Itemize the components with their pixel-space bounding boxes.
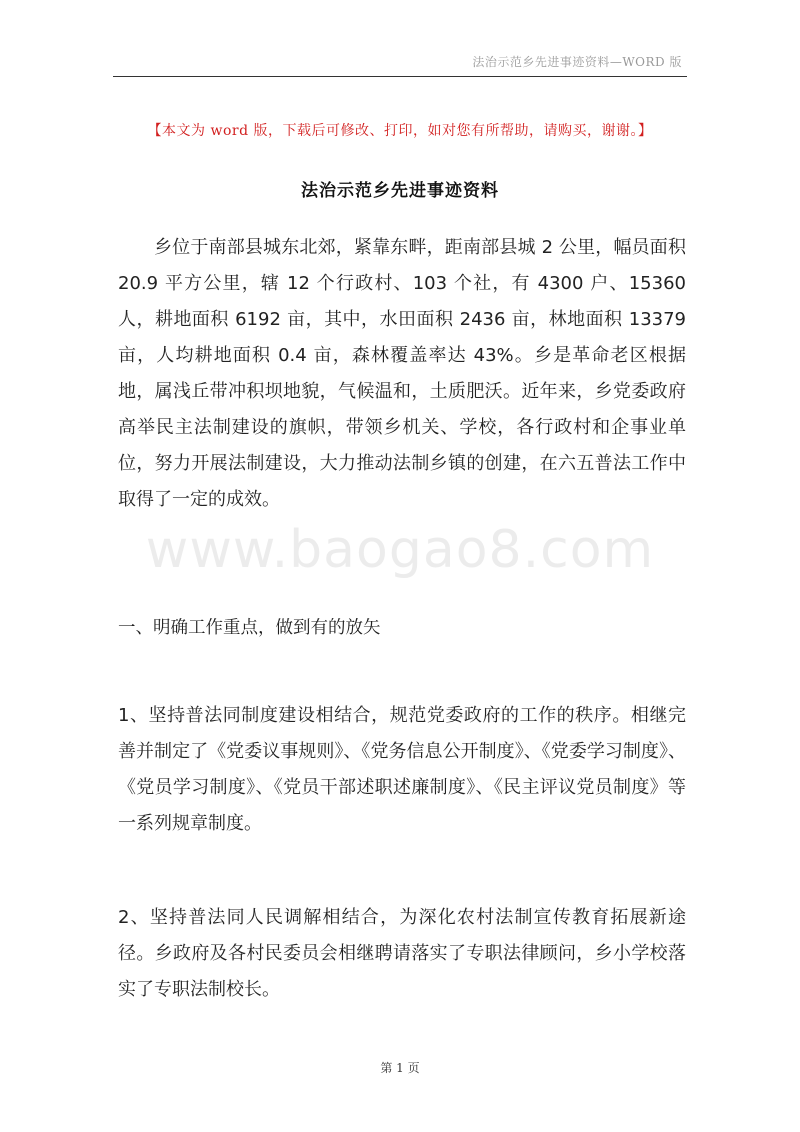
- list-item: 1、坚持普法同制度建设相结合，规范党委政府的工作的秩序。相继完善并制定了《党委议事规则》、《党务信息公开制度》、《党委学习制度》、《党员学习制度》、《党员干部述职述廉制度》、《民主评议党员制度》等一系列规章制度。: [118, 705, 686, 834]
- page-number: 第 1 页: [380, 1061, 420, 1075]
- section-heading: 一、明确工作重点，做到有的放矢: [118, 618, 381, 638]
- header-divider: [113, 76, 687, 77]
- intro-paragraph: 乡位于南部县城东北郊，紧靠东畔，距南部县城 2 公里，幅员面积 20.9 平方公里，辖 12 个行政村、103 个社，有 4300 户、15360 人，耕地面积 6192 亩，其中，水田面积 2436 亩，林地面积 13379 亩，人均耕地面积 0.4 亩，森林覆盖率达 43%。乡是革命老区根据地，属浅丘带冲积坝地貌，气候温和，土质肥沃。近年来，乡党委政府高举民主法制建设的旗帜，带领乡机关、学校，各行政村和企事业单位，努力开展法制建设，大力推动法制乡镇的创建，在六五普法工作中取得了一定的成效。: [118, 237, 686, 510]
- watermark: www.baogao8.com: [145, 520, 655, 580]
- document-title: 法治示范乡先进事迹资料: [301, 181, 499, 201]
- purchase-notice: 【本文为 word 版，下载后可修改、打印，如对您有所帮助，请购买，谢谢。】: [147, 123, 653, 139]
- running-header: 法治示范乡先进事迹资料—WORD 版: [472, 55, 682, 69]
- list-item: 2、坚持普法同人民调解相结合，为深化农村法制宣传教育拓展新途径。乡政府及各村民委员会相继聘请落实了专职法律顾问，乡小学校落实了专职法制校长。: [118, 907, 686, 1000]
